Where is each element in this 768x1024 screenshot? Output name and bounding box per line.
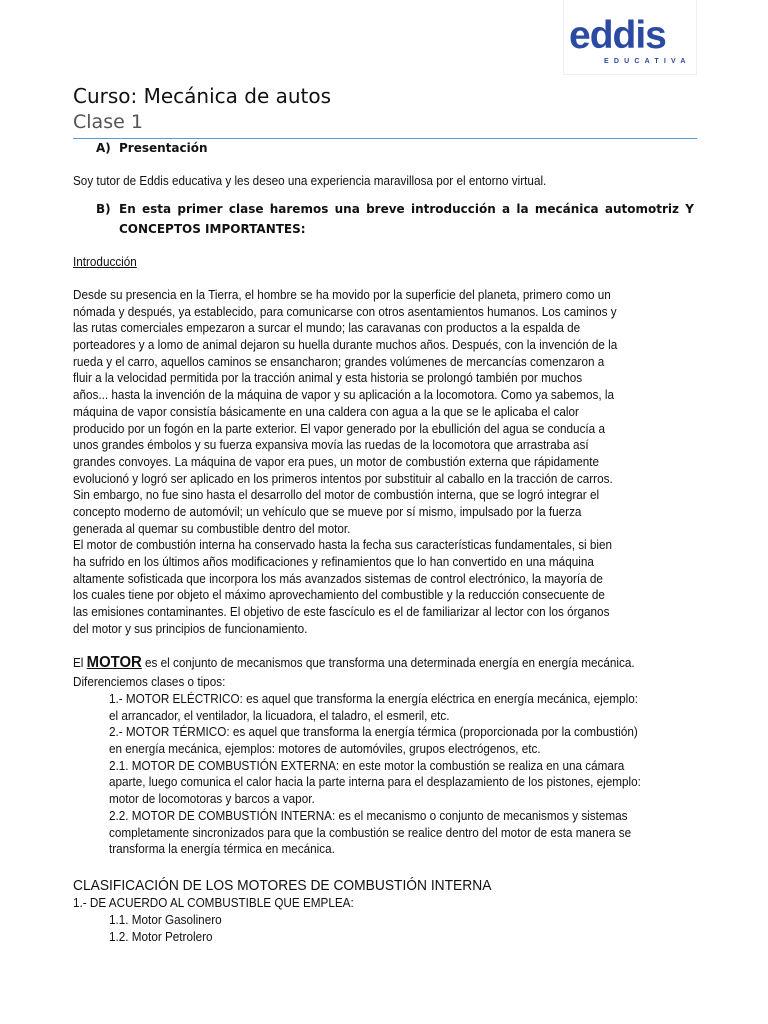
- intro-line: unos grandes émbolos y su fuerza expansiva movía las ruedas de la locomotora que arrastraba así: [73, 438, 589, 453]
- intro-line: años... hasta la invención de la máquina de vapor y su aplicación a la locomotora. Como ya sabemos, la: [73, 388, 615, 403]
- intro-line: concepto moderno de automóvil; un vehículo que se mueve por sí mismo, impulsado por la fuerza: [73, 504, 582, 519]
- motor-type-line: transforma la energía térmica en mecánica.: [109, 842, 335, 857]
- motor-rest: es el conjunto de mecanismos que transforma una determinada energía en energía mecánica.: [141, 656, 635, 670]
- intro-line: los cuales tiene por objeto el máximo aprovechamiento del combustible y la reducción consecuente de: [73, 588, 605, 603]
- classification-item: 1.1. Motor Gasolinero: [109, 913, 222, 927]
- intro-line: Sin embargo, no fue sino hasta el desarrollo del motor de combustión interna, que se logró integrar el: [73, 488, 600, 503]
- intro-line: las emisiones contaminantes. El objetivo de este fascículo es el de familiarizar al lector con los órganos: [73, 605, 610, 620]
- classification-heading: CLASIFICACIÓN DE LOS MOTORES DE COMBUSTIÓN INTERNA: [73, 877, 492, 894]
- page-title: Curso: Mecánica de autos: [73, 84, 332, 108]
- intro-paragraph: [73, 287, 617, 637]
- motor-type-line: 2.- MOTOR TÉRMICO: es aquel que transforma la energía térmica (proporcionada por la combustión): [109, 725, 638, 740]
- motor-type-line: completamente sincronizados para que la combustión se realice dentro del motor de esta manera se: [109, 825, 632, 840]
- intro-line: las rutas comerciales empezaron a surcar el mundo; las caravanas con productos a la espalda de: [73, 321, 581, 336]
- intro-line: rueda y el carro, aquellos caminos se ensancharon; grandes volúmenes de mercancías comenzaron a: [73, 354, 605, 369]
- motor-keyword: MOTOR: [86, 654, 142, 671]
- intro-line: grandes convoyes. La máquina de vapor era pues, un motor de combustión externa que rápidamente: [73, 454, 600, 469]
- intro-line: producido por un fogón en la parte exterior. El vapor generado por la ebullición del agua se conducía a: [73, 421, 605, 436]
- section-b-marker: B): [96, 202, 111, 216]
- motor-type-line: aparte, luego comunica el calor hacia la parte interna para el desplazamiento de los pistones, ejemplo:: [109, 775, 641, 790]
- section-b-line-2: CONCEPTOS IMPORTANTES:: [119, 222, 306, 236]
- intro-line: nómada y después, ya establecido, para comunicarse con otros asentamientos humanos. Los caminos y: [73, 304, 617, 319]
- motor-type-line: 2.2. MOTOR DE COMBUSTIÓN INTERNA: es el mecanismo o conjunto de mecanismos y sistemas: [109, 808, 628, 823]
- classification-sub: 1.- DE ACUERDO AL COMBUSTIBLE QUE EMPLEA:: [73, 896, 354, 910]
- motor-type-line: 2.1. MOTOR DE COMBUSTIÓN EXTERNA: en este motor la combustión se realiza en una cámara: [109, 758, 625, 773]
- motor-type-line: en energía mecánica, ejemplos: motores de automóviles, grupos electrógenos, etc.: [109, 742, 541, 757]
- logo-wordmark: eddis: [569, 14, 666, 57]
- motor-type-line: el arrancador, el ventilador, la licuadora, el taladro, el esmeril, etc.: [109, 708, 450, 723]
- title-divider: [73, 138, 697, 139]
- intro-line: generada al quemar su combustible dentro del motor.: [73, 521, 351, 536]
- intro-line: Desde su presencia en la Tierra, el hombre se ha movido por la superficie del planeta, primero como un: [73, 288, 611, 302]
- intro-line: El motor de combustión interna ha conservado hasta la fecha sus características fundamentales, si bien: [73, 538, 613, 553]
- motor-prefix: El: [73, 656, 87, 670]
- motor-type-line: 1.- MOTOR ELÉCTRICO: es aquel que transforma la energía eléctrica en energía mecánica, ejemplo:: [109, 692, 639, 706]
- presentation-text: Soy tutor de Eddis educativa y les deseo una experiencia maravillosa por el entorno virtual.: [73, 174, 547, 188]
- intro-heading: Introducción: [73, 255, 137, 269]
- section-a-heading: Presentación: [119, 141, 208, 155]
- types-intro: Diferenciemos clases o tipos:: [73, 675, 226, 689]
- classification-item: 1.2. Motor Petrolero: [109, 930, 213, 944]
- section-a-marker: A): [96, 141, 111, 155]
- motor-definition: [73, 655, 635, 672]
- page-subtitle: Clase 1: [73, 111, 143, 133]
- logo-tagline: EDUCATIVA: [604, 58, 691, 65]
- intro-line: altamente sofisticada que incorpora los más avanzados sistemas de control electrónico, la mayoría de: [73, 571, 603, 586]
- intro-line: del motor y sus principios de funcionamiento.: [73, 621, 308, 636]
- motor-types-list: [109, 691, 641, 858]
- intro-line: evolucionó y logró ser aplicado en los primeros intentos por substituir al caballo en la tracción de carros.: [73, 471, 613, 486]
- intro-line: máquina de vapor consistía básicamente en una caldera con agua a la que se le aplicaba el calor: [73, 404, 579, 419]
- intro-line: ha sufrido en los últimos años modificaciones y refinamientos que lo han convertido en una máquina: [73, 555, 594, 569]
- intro-line: fluir a la velocidad permitida por la tracción animal y esta historia se prolongó también por muchos: [73, 371, 583, 386]
- section-b-line-1: En esta primer clase haremos una breve introducción a la mecánica automotriz Y: [119, 202, 694, 216]
- intro-line: porteadores y a lomo de animal dejaron su huella durante muchos años. Después, con la invención de la: [73, 338, 618, 353]
- motor-type-line: motor de locomotoras y barcos a vapor.: [109, 792, 315, 807]
